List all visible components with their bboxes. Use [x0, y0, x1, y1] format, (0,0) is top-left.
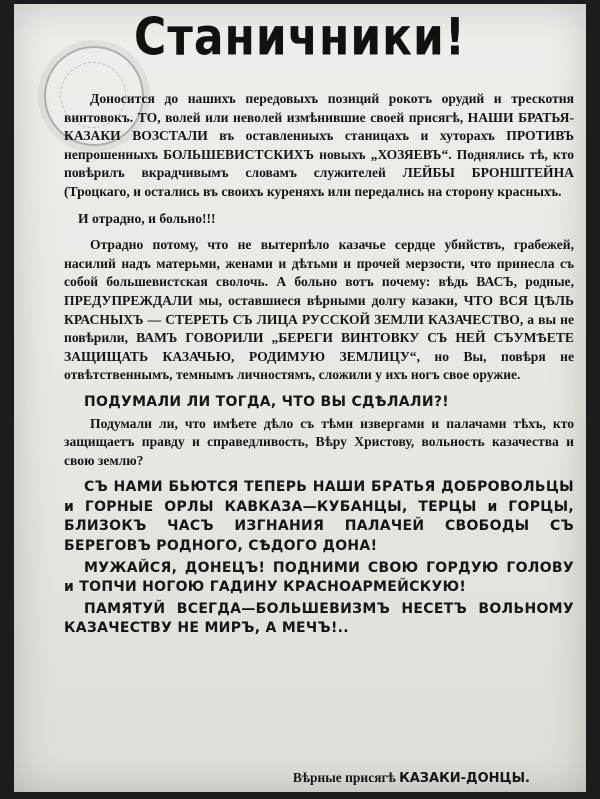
leaflet-body: [64, 90, 574, 641]
signature-prefix: Вѣрные присягѣ: [292, 770, 396, 785]
paragraph-7: МУЖАЙСЯ, ДОНЕЦЪ! ПОДНИМИ СВОЮ ГОРДУЮ ГОЛОВУ и ТОПЧИ НОГОЮ ГАДИНУ КРАСНОАРМЕЙСКУЮ!: [64, 559, 574, 596]
paragraph-8: ПАМЯТУЙ ВСЕГДА—БОЛЬШЕВИЗМЪ НЕСЕТЪ ВОЛЬНОМУ КАЗАЧЕСТВУ НЕ МИРЪ, А МЕЧЪ!..: [64, 600, 574, 637]
emphasis-block-2: [64, 478, 574, 639]
signature: [293, 770, 530, 786]
signature-name: КАЗАКИ-ДОНЦЫ.: [399, 771, 530, 786]
leaflet-title: Станичники!: [134, 7, 466, 68]
paragraph-6: СЪ НАМИ БЬЮТСЯ ТЕПЕРЬ НАШИ БРАТЬЯ ДОБРОВОЛЬЦЫ и ГОРНЫЕ ОРЛЫ КАВКАЗА—КУБАНЦЫ, ТЕРЦЫ и ГОРЦЫ, БЛИЗОКЪ ЧАСЪ ИЗГНАНИЯ ПАЛАЧЕЙ СВОБОДЫ СЪ БЕРЕГОВЪ РОДНОГО, СѢДОГО ДОНА!: [64, 479, 574, 555]
paragraph-3: Отрадно потому, что не вытерпѣло казачье сердце убийствъ, грабежей, насилий надъ матерьми, женами и дѣтьми и прочей мерзости, что принесла съ собой большевистская сволочь. А больно вотъ почему: вѣдь ВАСЪ, родные, ПРЕДУПРЕЖДАЛИ мы, оставшиеся вѣрными долгу казаки, ЧТО ВСЯ ЦѢЛЬ КРАСНЫХЪ — СТЕРЕТЬ СЪ ЛИЦА РУССКОЙ ЗЕМЛИ КАЗАЧЕСТВО, а вы не повѣрили, ВАМЪ ГОВОРИЛИ „БЕРЕГИ ВИНТОВКУ СЪ НЕЙ СЪУМѢЕТЕ ЗАЩИЩАТЬ КАЗАЧЬЮ, РОДИМУЮ ЗЕМЛИЦУ“, но Вы, повѣря не отвѣтственнымъ, темнымъ личностямъ, сложили у ихъ ногъ свое оружие.: [64, 237, 574, 383]
emphasis-block-1: [64, 393, 574, 413]
paragraph-2: И отрадно, и больно!!!: [78, 210, 216, 226]
paragraph-5: Подумали ли, что имѣете дѣло съ тѣми извергами и палачами тѣхъ, кто защищаетъ правду и справедливость, Вѣру Христову, вольность казачества и свою землю?: [64, 415, 574, 468]
paragraph-4: ПОДУМАЛИ ЛИ ТОГДА, ЧТО ВЫ СДѢЛАЛИ?!: [84, 393, 449, 410]
leaflet-page: [14, 4, 586, 792]
paragraph-1: Доносится до нашихъ передовыхъ позиций рокотъ орудий и трескотня винтовокъ. ТО, волей или неволей измѣнившие своей присягѣ, НАШИ БРАТЬЯ-КАЗАКИ ВОЗСТАЛИ въ оставленныхъ станицахъ и хуторахъ ПРОТИВЪ непрошенныхъ БОЛЬШЕВИСТСКИХЪ новыхъ „ХОЗЯЕВЪ“. Поднялись тѣ, кто повѣрилъ вкрадчивымъ словамъ служителей ЛЕЙБЫ БРОНШТЕЙНА (Троцкаго, и остались въ своихъ куреняхъ или передались на сторону красныхъ.: [64, 91, 574, 199]
